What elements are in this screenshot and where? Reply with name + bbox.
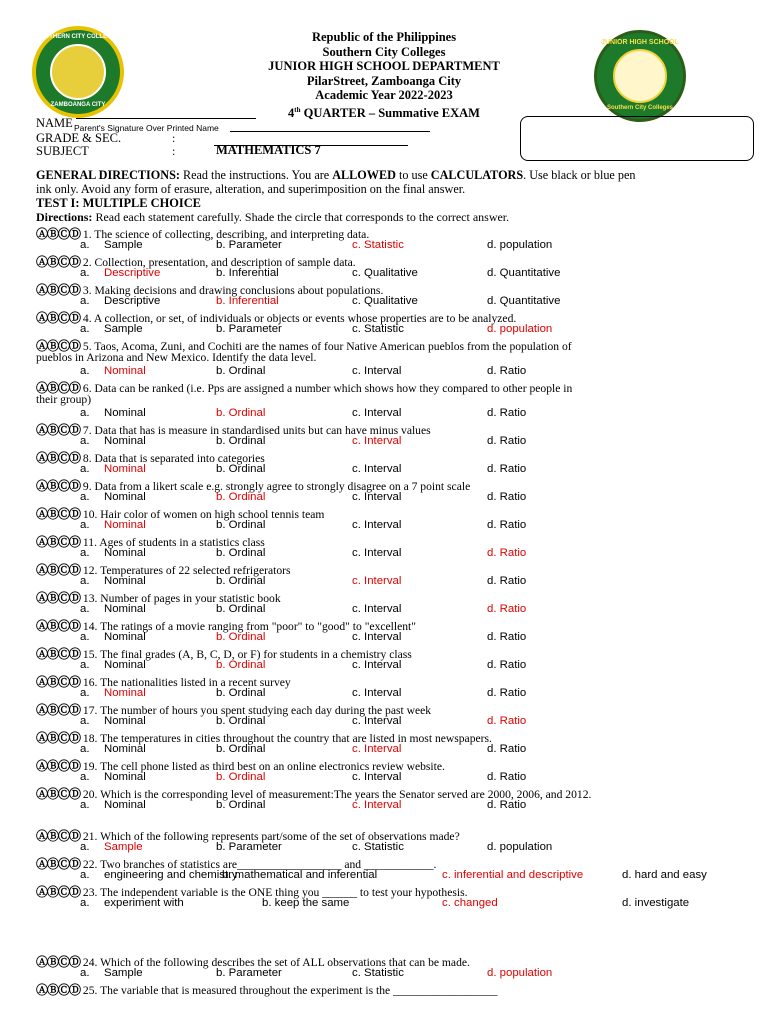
- option-c[interactable]: c. Qualitative: [352, 267, 418, 279]
- option-letter[interactable]: a.: [80, 897, 90, 909]
- option-d[interactable]: d. Quantitative: [487, 267, 561, 279]
- option-d[interactable]: d. Ratio: [487, 799, 527, 811]
- option-a[interactable]: Nominal: [104, 687, 146, 699]
- option-c[interactable]: c. Interval: [352, 491, 402, 503]
- question-text: 3. Making decisions and drawing conclusions about populations.: [80, 284, 384, 297]
- question-text: 5. Taos, Acoma, Zuni, and Cochiti are the names of four Native American pueblos from the population of: [80, 340, 572, 353]
- score-box: [520, 116, 754, 161]
- name-line: [76, 118, 256, 119]
- option-a[interactable]: Nominal: [104, 491, 146, 503]
- answer-bubbles[interactable]: ⒶⒷⒸⒹ: [36, 619, 81, 633]
- option-d[interactable]: d. Ratio: [487, 743, 527, 755]
- option-c[interactable]: c. Interval: [352, 603, 402, 615]
- option-d[interactable]: d. Ratio: [487, 407, 527, 419]
- answer-bubbles[interactable]: ⒶⒷⒸⒹ: [36, 283, 81, 297]
- option-a[interactable]: Nominal: [104, 743, 146, 755]
- option-a[interactable]: Sample: [104, 323, 143, 335]
- option-b[interactable]: b. Ordinal: [216, 715, 266, 727]
- option-a[interactable]: Sample: [104, 841, 143, 853]
- question-text: 7. Data that has is measure in standardised units but can have minus values: [80, 424, 431, 437]
- option-b[interactable]: b. Ordinal: [216, 435, 266, 447]
- answer-bubbles[interactable]: ⒶⒷⒸⒹ: [36, 759, 81, 773]
- general-text-c: . Use black or blue pen: [523, 168, 636, 182]
- question-text: 6. Data can be ranked (i.e. Pps are assigned a number which shows how they compared to other people in: [80, 382, 573, 395]
- option-c[interactable]: c. Interval: [352, 519, 402, 531]
- option-d[interactable]: d. Ratio: [487, 687, 527, 699]
- question-text: 15. The final grades (A, B, C, D, or F) for students in a chemistry class: [80, 648, 412, 661]
- answer-bubbles[interactable]: ⒶⒷⒸⒹ: [36, 647, 81, 661]
- answer-bubbles[interactable]: ⒶⒷⒸⒹ: [36, 451, 81, 465]
- option-b[interactable]: b. Parameter: [216, 967, 282, 979]
- option-letter[interactable]: a.: [80, 715, 90, 727]
- option-letter[interactable]: a.: [80, 967, 90, 979]
- question-text: 16. The nationalities listed in a recent survey: [80, 676, 291, 689]
- question-text: 21. Which of the following represents part/some of the set of observations made?: [80, 830, 460, 843]
- answer-bubbles[interactable]: ⒶⒷⒸⒹ: [36, 591, 81, 605]
- calculators-word: CALCULATORS: [430, 168, 524, 182]
- option-b[interactable]: b. Ordinal: [216, 491, 266, 503]
- option-a[interactable]: Nominal: [104, 519, 146, 531]
- header-line-4: PilarStreet, Zamboanga City: [306, 73, 462, 88]
- directions-label: Directions:: [36, 210, 93, 224]
- question-text: 1. The science of collecting, describing, and interpreting data.: [80, 228, 370, 241]
- option-letter[interactable]: a.: [80, 267, 90, 279]
- option-c[interactable]: c. Interval: [352, 631, 402, 643]
- option-letter[interactable]: a.: [80, 575, 90, 587]
- header-line-1: Republic of the Philippines: [311, 30, 457, 44]
- option-c[interactable]: c. Interval: [352, 407, 402, 419]
- option-c[interactable]: c. Interval: [352, 771, 402, 783]
- question-text: 23. The independent variable is the ONE thing you ______ to test your hypothesis.: [80, 886, 468, 899]
- option-b[interactable]: b. Ordinal: [216, 631, 266, 643]
- question-text-cont: pueblos in Arizona and New Mexico. Identify the data level.: [36, 351, 317, 364]
- jhs-seal-text-top: JUNIOR HIGH SCHOOL: [601, 39, 679, 46]
- test-directions: [36, 210, 509, 225]
- answer-bubbles[interactable]: ⒶⒷⒸⒹ: [36, 857, 81, 871]
- option-d[interactable]: d. Quantitative: [487, 295, 561, 307]
- option-letter[interactable]: a.: [80, 687, 90, 699]
- option-letter[interactable]: a.: [80, 869, 90, 881]
- option-letter[interactable]: a.: [80, 799, 90, 811]
- question-text: 18. The temperatures in cities throughout the country that are listed in most newspapers.: [80, 732, 492, 745]
- option-c[interactable]: c. Statistic: [352, 323, 404, 335]
- answer-bubbles[interactable]: ⒶⒷⒸⒹ: [36, 507, 81, 521]
- answer-bubbles[interactable]: ⒶⒷⒸⒹ: [36, 955, 81, 969]
- option-b[interactable]: b. Ordinal: [216, 603, 266, 615]
- subject-colon: :: [172, 144, 176, 158]
- option-b[interactable]: b. Ordinal: [216, 799, 266, 811]
- option-b[interactable]: b. Ordinal: [216, 687, 266, 699]
- option-d[interactable]: d. Ratio: [487, 463, 527, 475]
- option-c[interactable]: c. Statistic: [352, 239, 404, 251]
- option-b[interactable]: b. Ordinal: [216, 519, 266, 531]
- question-text-cont: their group): [36, 393, 92, 406]
- option-letter[interactable]: a.: [80, 841, 90, 853]
- option-b[interactable]: b. Ordinal: [216, 463, 266, 475]
- option-b[interactable]: b. Ordinal: [216, 547, 266, 559]
- question-text: 13. Number of pages in your statistic book: [80, 592, 281, 605]
- answer-bubbles[interactable]: ⒶⒷⒸⒹ: [36, 479, 81, 493]
- option-letter[interactable]: a.: [80, 295, 90, 307]
- option-a[interactable]: Nominal: [104, 365, 146, 377]
- option-a[interactable]: Nominal: [104, 463, 146, 475]
- answer-bubbles[interactable]: ⒶⒷⒸⒹ: [36, 829, 81, 843]
- option-d[interactable]: d. Ratio: [487, 771, 527, 783]
- option-a[interactable]: Nominal: [104, 659, 146, 671]
- option-c[interactable]: c. Interval: [352, 687, 402, 699]
- question-text: 10. Hair color of women on high school tennis team: [80, 508, 325, 521]
- header-line-2: Southern City Colleges: [322, 44, 446, 59]
- quarter-title: QUARTER – Summative EXAM: [300, 105, 480, 120]
- option-letter[interactable]: a.: [80, 771, 90, 783]
- option-b[interactable]: b. Ordinal: [216, 659, 266, 671]
- option-c[interactable]: c. Qualitative: [352, 295, 418, 307]
- option-c[interactable]: c. Statistic: [352, 841, 404, 853]
- option-a[interactable]: Nominal: [104, 603, 146, 615]
- name-label: NAME: [36, 116, 73, 130]
- option-b[interactable]: b. Ordinal: [216, 575, 266, 587]
- seal-text-bottom: ZAMBOANGA CITY: [50, 102, 106, 108]
- question-text: 12. Temperatures of 22 selected refrigerators: [80, 564, 291, 577]
- answer-bubbles[interactable]: ⒶⒷⒸⒹ: [36, 703, 81, 717]
- option-d[interactable]: d. Ratio: [487, 547, 527, 559]
- option-c[interactable]: c. Interval: [352, 365, 402, 377]
- allowed-word: ALLOWED: [332, 168, 396, 182]
- header-line-3: JUNIOR HIGH SCHOOL DEPARTMENT: [268, 59, 500, 73]
- option-a[interactable]: Sample: [104, 239, 143, 251]
- option-letter[interactable]: a.: [80, 631, 90, 643]
- option-c[interactable]: c. inferential and descriptive: [442, 869, 584, 881]
- directions-text: Read each statement carefully. Shade the circle that corresponds to the correct answer.: [92, 210, 510, 224]
- question-text: 8. Data that is separated into categories: [80, 452, 265, 465]
- option-c[interactable]: c. Interval: [352, 435, 402, 447]
- option-c[interactable]: c. Interval: [352, 575, 402, 587]
- option-b[interactable]: b. Inferential: [216, 295, 279, 307]
- answer-bubbles[interactable]: ⒶⒷⒸⒹ: [36, 255, 81, 269]
- question-text: 22. Two branches of statistics are__________________ and ____________.: [80, 858, 437, 871]
- seal-text-top: SOUTHERN CITY COLLEGES: [36, 34, 120, 40]
- question-text: 2. Collection, presentation, and description of sample data.: [80, 256, 356, 269]
- option-c[interactable]: c. Interval: [352, 659, 402, 671]
- option-d[interactable]: d. Ratio: [487, 659, 527, 671]
- option-d[interactable]: d. Ratio: [487, 603, 527, 615]
- option-a[interactable]: Nominal: [104, 771, 146, 783]
- option-letter[interactable]: a.: [80, 491, 90, 503]
- subject-label: SUBJECT: [36, 144, 89, 158]
- general-text-a: Read the instructions. You are: [179, 168, 333, 182]
- option-d[interactable]: d. Ratio: [487, 365, 527, 377]
- option-a[interactable]: Descriptive: [104, 295, 161, 307]
- quarter-number: 4: [288, 105, 295, 120]
- option-letter[interactable]: a.: [80, 743, 90, 755]
- option-b[interactable]: b. Ordinal: [216, 365, 266, 377]
- option-letter[interactable]: a.: [80, 547, 90, 559]
- general-directions-label: GENERAL DIRECTIONS:: [36, 168, 180, 182]
- option-letter[interactable]: a.: [80, 365, 90, 377]
- option-c[interactable]: c. Interval: [352, 799, 402, 811]
- jhs-seal-text-bottom: Southern City Colleges: [606, 105, 673, 111]
- question-text: 14. The ratings of a movie ranging from "poor" to "good" to "excellent": [80, 620, 417, 633]
- option-b[interactable]: b. Ordinal: [216, 771, 266, 783]
- option-letter[interactable]: a.: [80, 463, 90, 475]
- option-a[interactable]: Nominal: [104, 799, 146, 811]
- name-row: [36, 116, 73, 131]
- header-line-5: Academic Year 2022-2023: [315, 88, 453, 102]
- option-d[interactable]: d. Ratio: [487, 631, 527, 643]
- question-text: 25. The variable that is measured throughout the experiment is the __________________: [80, 984, 498, 997]
- option-a[interactable]: experiment with: [104, 897, 184, 909]
- option-b[interactable]: b. Parameter: [216, 239, 282, 251]
- option-d[interactable]: d. Ratio: [487, 519, 527, 531]
- option-a[interactable]: Nominal: [104, 631, 146, 643]
- option-d[interactable]: d. Ratio: [487, 491, 527, 503]
- option-a[interactable]: Nominal: [104, 547, 146, 559]
- question-text: 20. Which is the corresponding level of measurement:The years the Senator served are 2000, 2006, and 2012.: [80, 788, 592, 801]
- grade-colon: :: [172, 131, 176, 145]
- answer-bubbles[interactable]: ⒶⒷⒸⒹ: [36, 381, 81, 395]
- option-c[interactable]: c. changed: [442, 897, 498, 909]
- subject-value: MATHEMATICS 7: [216, 143, 321, 157]
- option-b[interactable]: b. Ordinal: [216, 743, 266, 755]
- option-c[interactable]: c. Interval: [352, 743, 402, 755]
- option-a[interactable]: Nominal: [104, 575, 146, 587]
- answer-bubbles[interactable]: ⒶⒷⒸⒹ: [36, 563, 81, 577]
- answer-bubbles[interactable]: ⒶⒷⒸⒹ: [36, 675, 81, 689]
- answer-bubbles[interactable]: ⒶⒷⒸⒹ: [36, 311, 81, 325]
- option-b[interactable]: b. Parameter: [216, 323, 282, 335]
- question-text: 4. A collection, or set, of individuals or objects or events whose properties are to be analyzed.: [80, 312, 517, 325]
- option-c[interactable]: c. Interval: [352, 547, 402, 559]
- option-letter[interactable]: a.: [80, 239, 90, 251]
- option-b[interactable]: b. Ordinal: [216, 407, 266, 419]
- question-text: 24. Which of the following describes the set of ALL observations that can be made.: [80, 956, 470, 969]
- general-directions: [36, 168, 636, 183]
- answer-bubbles[interactable]: ⒶⒷⒸⒹ: [36, 339, 81, 353]
- option-c[interactable]: c. Interval: [352, 463, 402, 475]
- answer-bubbles[interactable]: ⒶⒷⒸⒹ: [36, 983, 81, 997]
- question-text: 11. Ages of students in a statistics class: [80, 536, 265, 549]
- quarter-suffix: th: [294, 105, 301, 114]
- option-a[interactable]: Nominal: [104, 435, 146, 447]
- general-directions-line2: ink only. Avoid any form of erasure, alteration, and superimposition on the final answer.: [36, 182, 466, 196]
- grade-label: GRADE & SEC.: [36, 131, 122, 145]
- option-b[interactable]: b. mathematical and inferential: [222, 869, 378, 881]
- option-d[interactable]: d. population: [487, 239, 553, 251]
- option-d[interactable]: d. Ratio: [487, 715, 527, 727]
- option-d[interactable]: d. Ratio: [487, 435, 527, 447]
- option-d[interactable]: d. Ratio: [487, 575, 527, 587]
- name-answer-line: [230, 131, 430, 132]
- option-a[interactable]: Descriptive: [104, 267, 161, 279]
- question-25: [36, 981, 497, 998]
- option-b[interactable]: b. Parameter: [216, 841, 282, 853]
- option-d[interactable]: d. population: [487, 967, 553, 979]
- option-d[interactable]: d. investigate: [622, 897, 690, 909]
- option-letter[interactable]: a.: [80, 435, 90, 447]
- option-c[interactable]: c. Statistic: [352, 967, 404, 979]
- name-note: Parent's Signature Over Printed Name: [74, 123, 219, 133]
- option-a[interactable]: engineering and chemistry: [104, 869, 238, 881]
- question-text: 19. The cell phone listed as third best on an online electronics review website.: [80, 760, 445, 773]
- question-text: 17. The number of hours you spent studying each day during the past week: [80, 704, 432, 717]
- answer-bubbles[interactable]: ⒶⒷⒸⒹ: [36, 885, 81, 899]
- option-letter[interactable]: a.: [80, 603, 90, 615]
- option-d[interactable]: d. hard and easy: [622, 869, 707, 881]
- option-letter[interactable]: a.: [80, 323, 90, 335]
- option-a[interactable]: Sample: [104, 967, 143, 979]
- answer-bubbles[interactable]: ⒶⒷⒸⒹ: [36, 787, 81, 801]
- option-b[interactable]: b. Inferential: [216, 267, 279, 279]
- question-23: [36, 883, 468, 900]
- option-letter[interactable]: a.: [80, 659, 90, 671]
- option-d[interactable]: d. population: [487, 323, 553, 335]
- answer-bubbles[interactable]: ⒶⒷⒸⒹ: [36, 227, 81, 241]
- test-title: TEST I: MULTIPLE CHOICE: [36, 196, 201, 210]
- option-a[interactable]: Nominal: [104, 407, 146, 419]
- option-b[interactable]: b. keep the same: [262, 897, 350, 909]
- option-a[interactable]: Nominal: [104, 715, 146, 727]
- answer-bubbles[interactable]: ⒶⒷⒸⒹ: [36, 535, 81, 549]
- answer-bubbles[interactable]: ⒶⒷⒸⒹ: [36, 423, 81, 437]
- general-text-b: to use: [395, 168, 431, 182]
- question-text: 9. Data from a likert scale e.g. strongly agree to strongly disagree on a 7 point scale: [80, 480, 471, 493]
- option-letter[interactable]: a.: [80, 519, 90, 531]
- answer-bubbles[interactable]: ⒶⒷⒸⒹ: [36, 731, 81, 745]
- question-6: [36, 379, 572, 396]
- school-header: [0, 30, 768, 120]
- option-letter[interactable]: a.: [80, 407, 90, 419]
- option-d[interactable]: d. population: [487, 841, 553, 853]
- option-c[interactable]: c. Interval: [352, 715, 402, 727]
